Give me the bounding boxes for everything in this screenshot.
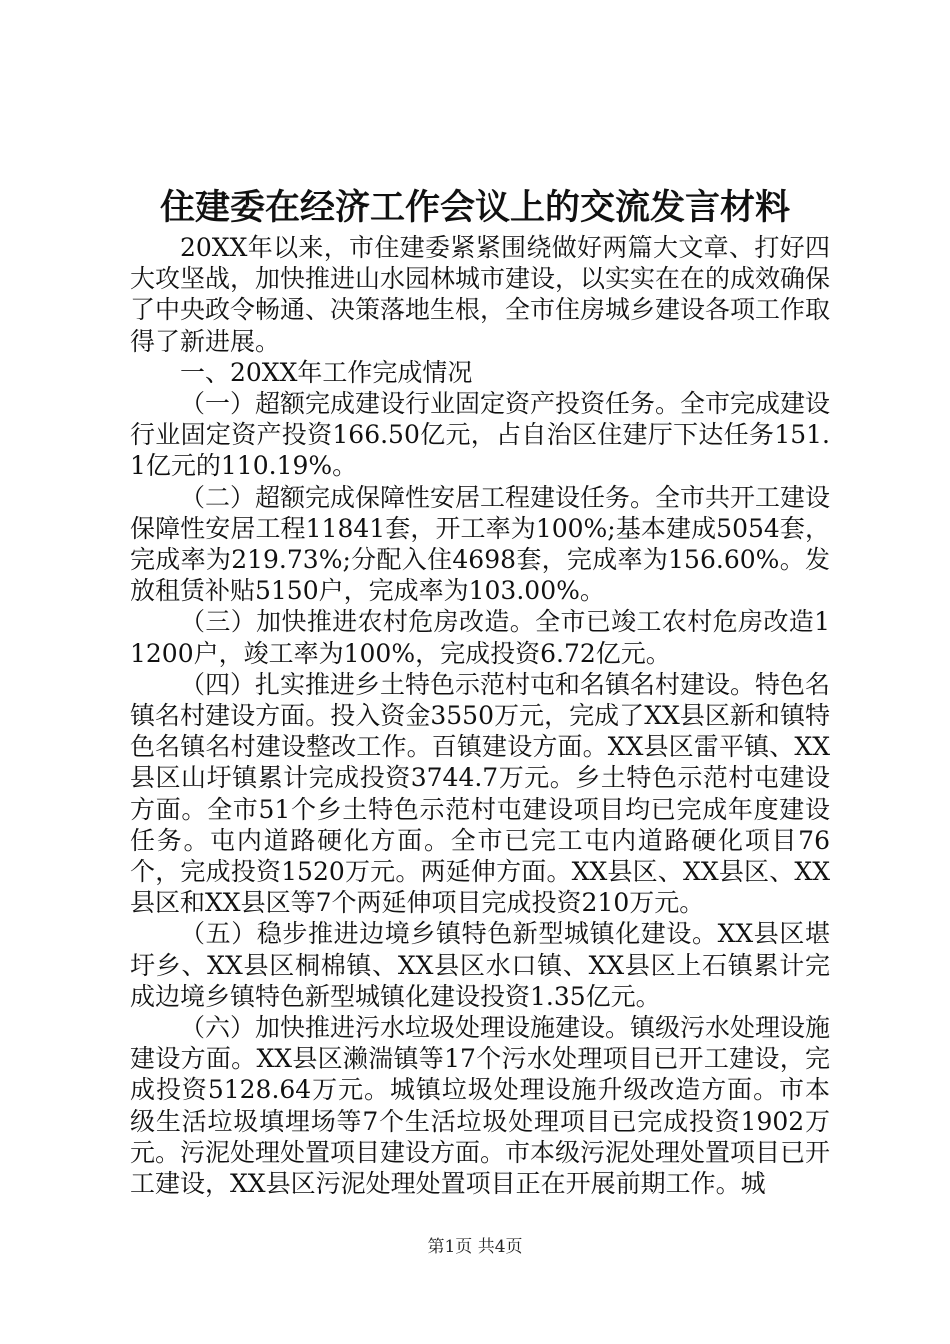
paragraph-item-3: （三）加快推进农村危房改造。全市已竣工农村危房改造11200户，竣工率为100%，完成投资6.72亿元。 <box>130 607 830 668</box>
paragraph-intro: 20XX年以来，市住建委紧紧围绕做好两篇大文章、打好四大攻坚战，加快推进山水园林城市建设，以实实在在的成效确保了中央政令畅通、决策落地生根，全市住房城乡建设各项工作取得了新进展。 <box>130 233 831 356</box>
page-footer <box>0 1236 950 1258</box>
page-number-label: 第1页 共4页 <box>427 1237 523 1257</box>
document-body <box>130 232 830 1199</box>
document-title: 住建委在经济工作会议上的交流发言材料 <box>159 187 790 228</box>
paragraph-item-6: （六）加快推进污水垃圾处理设施建设。镇级污水处理设施建设方面。XX县区濑湍镇等17个污水处理项目已开工建设，完成投资5128.64万元。城镇垃圾处理设施升级改造方面。市本级生活垃圾填埋场等7个生活垃圾处理项目已完成投资1902万元。污泥处理处置项目建设方面。市本级污泥处理处置项目已开工建设，XX县区污泥处理处置项目正在开展前期工作。城 <box>130 1013 831 1199</box>
paragraph-item-5: （五）稳步推进边境乡镇特色新型城镇化建设。XX县区堪圩乡、XX县区桐棉镇、XX县区水口镇、XX县区上石镇累计完成边境乡镇特色新型城镇化建设投资1.35亿元。 <box>130 919 830 1011</box>
paragraph-item-1: （一）超额完成建设行业固定资产投资任务。全市完成建设行业固定资产投资166.50亿元，占自治区住建厅下达任务151.1亿元的110.19%。 <box>130 389 831 481</box>
paragraph-item-2: （二）超额完成保障性安居工程建设任务。全市共开工建设保障性安居工程11841套，开工率为100%;基本建成5054套，完成率为219.73%;分配入住4698套，完成率为156.60%。发放租赁补贴5150户，完成率为103.00%。 <box>130 482 831 606</box>
section-heading: 一、20XX年工作完成情况 <box>180 357 473 387</box>
paragraph-item-4: （四）扎实推进乡土特色示范村屯和名镇名村建设。特色名镇名村建设方面。投入资金3550万元，完成了XX县区新和镇特色名镇名村建设整改工作。百镇建设方面。XX县区雷平镇、XX县区山圩镇累计完成投资3744.7万元。乡土特色示范村屯建设方面。全市51个乡土特色示范村屯建设项目均已完成年度建设任务。屯内道路硬化方面。全市已完工屯内道路硬化项目76个，完成投资1520万元。两延伸方面。XX县区、XX县区、XX县区和XX县区等7个两延伸项目完成投资210万元。 <box>130 669 831 918</box>
